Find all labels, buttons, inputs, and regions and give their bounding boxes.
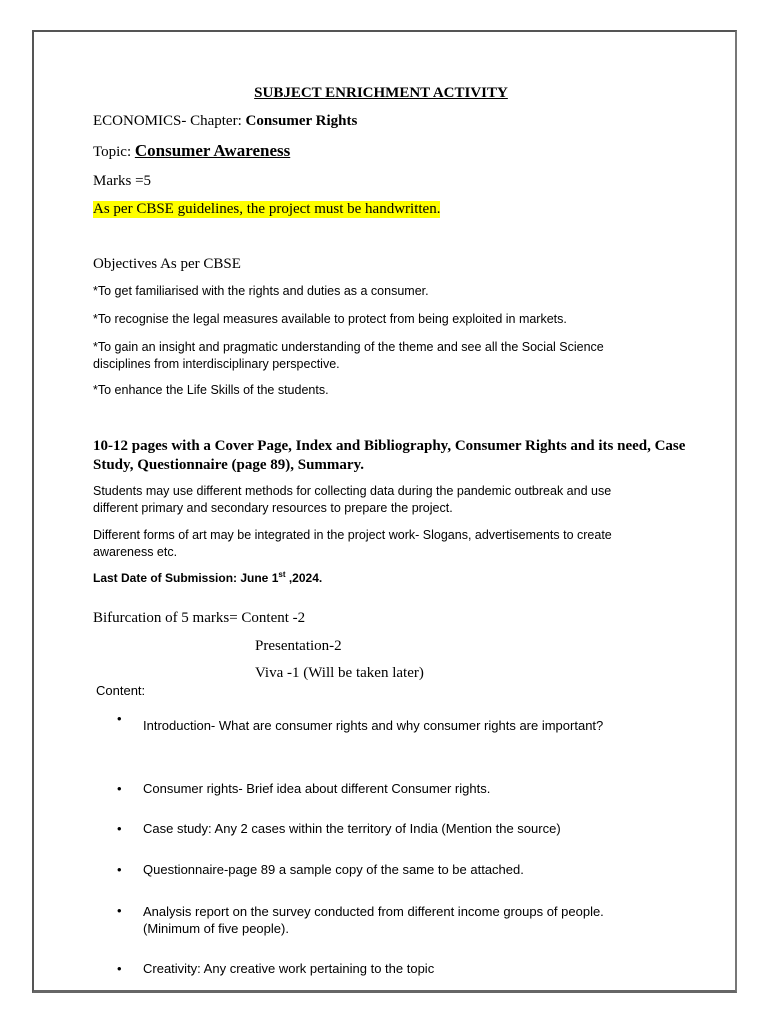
- document-title: SUBJECT ENRICHMENT ACTIVITY: [254, 85, 508, 101]
- objective-item: *To get familiarised with the rights and duties as a consumer.: [93, 284, 429, 298]
- art-paragraph: Different forms of art may be integrated in the project work- Slogans, advertisements to create awareness etc.: [93, 528, 612, 559]
- bullet-icon: •: [117, 862, 122, 877]
- chapter-name: Consumer Rights: [245, 113, 358, 129]
- bullet-icon: •: [117, 711, 122, 726]
- viva-line: Viva -1 (Will be taken later): [255, 665, 424, 681]
- bullet-icon: •: [117, 903, 122, 918]
- topic-name: Consumer Awareness: [134, 141, 291, 160]
- objective-item: *To enhance the Life Skills of the students.: [93, 383, 329, 397]
- list-item: Consumer rights- Brief idea about different Consumer rights.: [143, 781, 491, 796]
- objectives-heading: Objectives As per CBSE: [93, 256, 241, 272]
- subject-line: [93, 113, 357, 130]
- last-date: [93, 570, 322, 585]
- list-item: Case study: Any 2 cases within the territory of India (Mention the source): [143, 821, 561, 836]
- methods-paragraph: Students may use different methods for collecting data during the pandemic outbreak and use different primary and secondary resources to prepare the project.: [93, 484, 612, 515]
- list-item: Analysis report on the survey conducted from different income groups of people. (Minimum of five people).: [143, 904, 604, 936]
- content-label: Content:: [96, 683, 146, 698]
- bifurcation-line: Bifurcation of 5 marks= Content -2: [93, 610, 306, 626]
- pages-heading: 10-12 pages with a Cover Page, Index and Bibliography, Consumer Rights and its need, Case Study, Questionnaire (page 89), Summary.: [93, 438, 686, 473]
- objective-item: *To recognise the legal measures available to protect from being exploited in markets.: [93, 312, 567, 326]
- presentation-line: Presentation-2: [255, 638, 342, 654]
- list-item: Creativity: Any creative work pertaining to the topic: [143, 961, 435, 976]
- bullet-icon: •: [117, 781, 122, 796]
- list-item: Questionnaire-page 89 a sample copy of the same to be attached.: [143, 862, 524, 877]
- last-date-prefix: Last Date of Submission: June 1: [93, 571, 279, 585]
- marks-line: Marks =5: [93, 173, 152, 189]
- topic-line: [93, 141, 290, 161]
- guideline-highlight: As per CBSE guidelines, the project must be handwritten.: [93, 201, 441, 217]
- topic-prefix: Topic:: [93, 144, 135, 160]
- subject-prefix: ECONOMICS- Chapter:: [93, 113, 246, 129]
- last-date-suffix: ,2024.: [285, 571, 323, 585]
- last-date-sup: st: [278, 570, 286, 579]
- objective-item: *To gain an insight and pragmatic understanding of the theme and see all the Social Science disciplines from interdisciplinary perspective.: [93, 340, 604, 371]
- bullet-icon: •: [117, 821, 122, 836]
- bullet-icon: •: [117, 961, 122, 976]
- list-item: Introduction- What are consumer rights and why consumer rights are important?: [143, 718, 604, 733]
